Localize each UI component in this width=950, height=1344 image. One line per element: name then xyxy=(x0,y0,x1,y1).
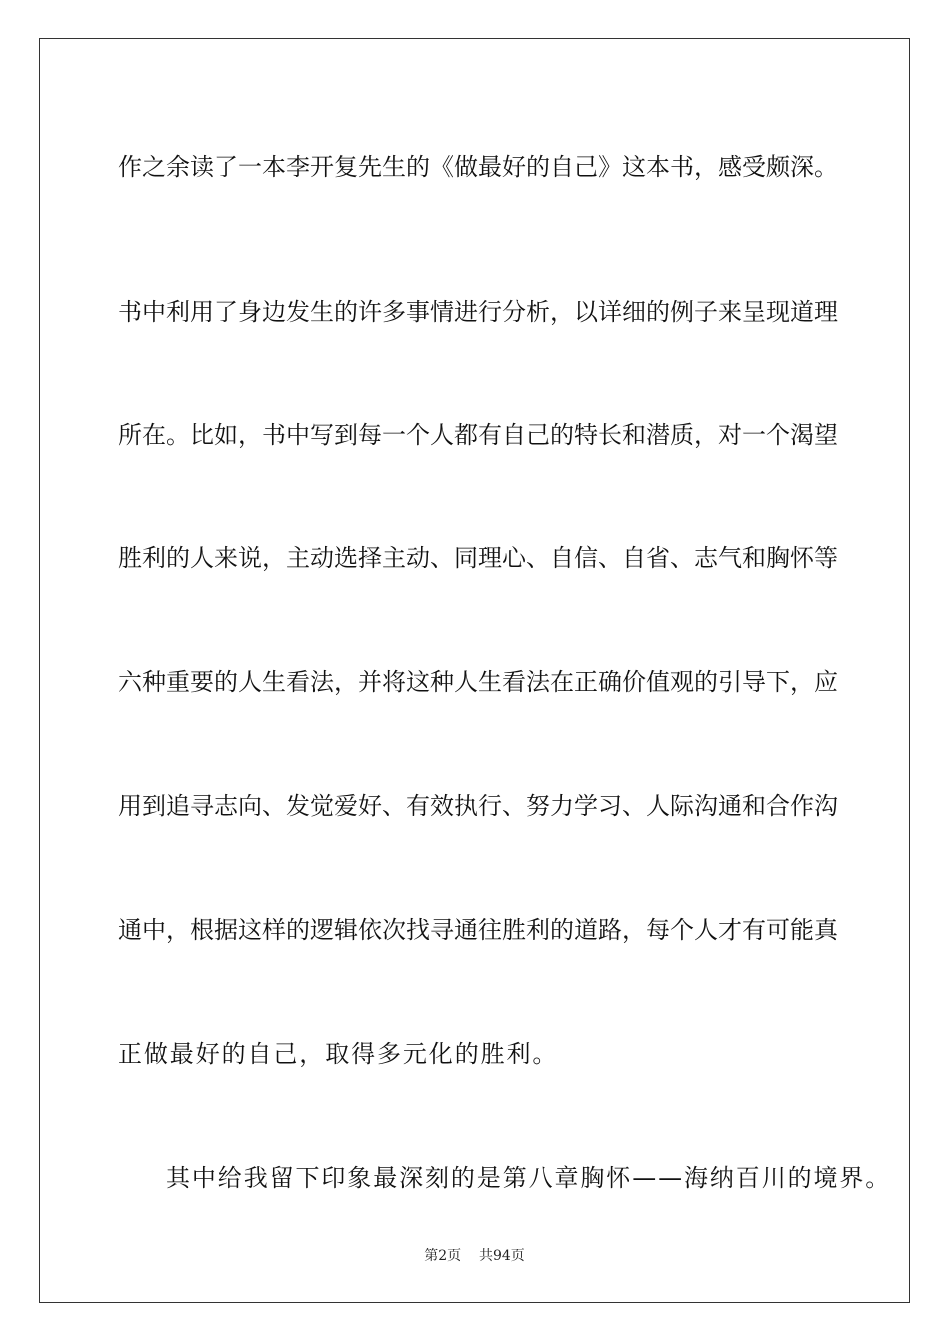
text-line-2: 书中利用了身边发生的许多事情进行分析，以详细的例子来呈现道理 xyxy=(118,298,838,326)
text-line-1: 作之余读了一本李开复先生的《做最好的自己》这本书，感受颇深。 xyxy=(118,153,838,181)
page-total: 共94页 xyxy=(478,1248,525,1264)
text-line-6: 用到追寻志向、发觉爱好、有效执行、努力学习、人际沟通和合作沟 xyxy=(118,792,838,820)
page-footer xyxy=(40,1247,909,1265)
text-line-8: 正做最好的自己，取得多元化的胜利。 xyxy=(118,1040,559,1068)
text-line-5: 六种重要的人生看法，并将这种人生看法在正确价值观的引导下，应 xyxy=(118,668,838,696)
text-line-9: 其中给我留下印象最深刻的是第八章胸怀——海纳百川的境界。 xyxy=(166,1164,892,1192)
page-number: 第2页 xyxy=(424,1248,462,1264)
text-line-4: 胜利的人来说，主动选择主动、同理心、自信、自省、志气和胸怀等 xyxy=(118,544,838,572)
document-page xyxy=(39,38,910,1303)
text-line-7: 通中，根据这样的逻辑依次找寻通往胜利的道路，每个人才有可能真 xyxy=(118,916,838,944)
text-line-3: 所在。比如，书中写到每一个人都有自己的特长和潜质，对一个渴望 xyxy=(118,421,838,449)
